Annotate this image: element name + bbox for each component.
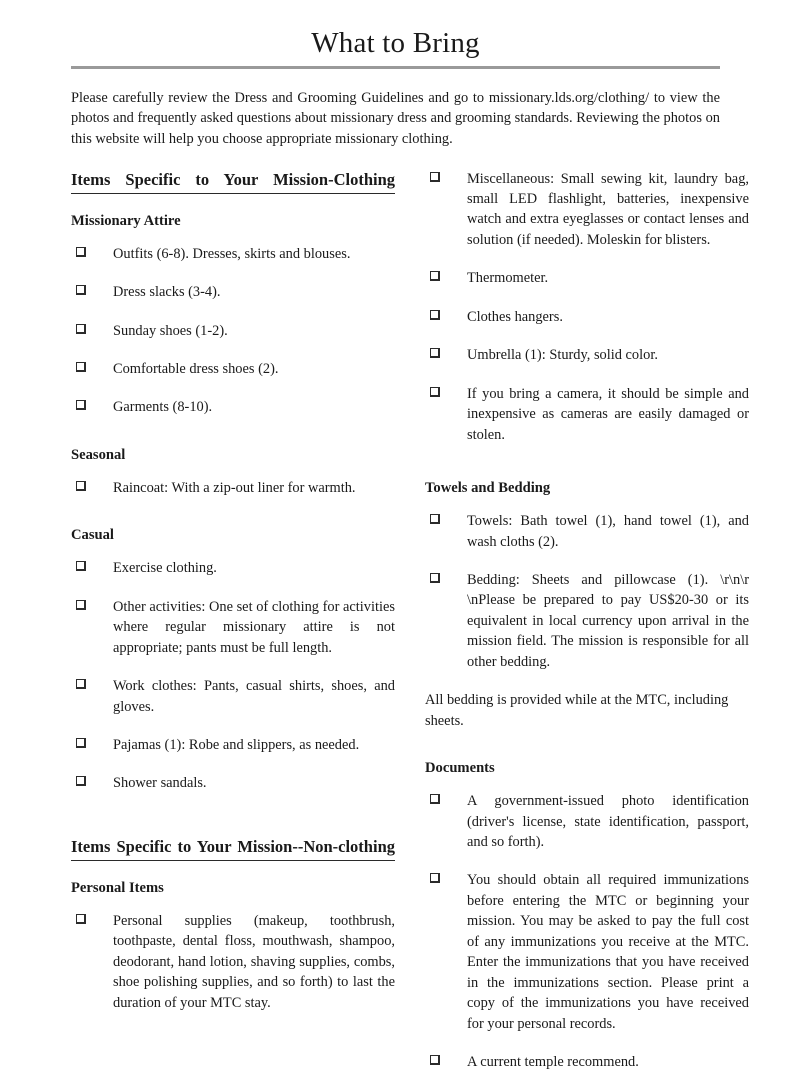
- checkbox-empty-icon[interactable]: [430, 348, 440, 358]
- list-item[interactable]: [425, 791, 749, 852]
- list-item-label: Garments (8-10).: [113, 399, 213, 416]
- list-item[interactable]: [71, 478, 395, 498]
- checkbox-empty-icon[interactable]: [76, 285, 86, 295]
- list-item-label: If you bring a camera, it should be simple and inexpensive as cameras are easily damaged or stolen.: [467, 385, 749, 443]
- list-item-label: Dress slacks (3-4).: [113, 284, 221, 301]
- list-item-label: Personal supplies (makeup, toothbrush, toothpaste, dental floss, mouthwash, shampoo, deodorant, hand lotion, shaving supplies, combs, shoe polishing supplies, and so forth) to last the duration of your MTC stay.: [113, 913, 395, 1011]
- list-item-label: Other activities: One set of clothing for activities where regular missionary attire is not appropriate; pants must be full length.: [113, 598, 395, 656]
- right-column: [425, 169, 749, 1073]
- section-heading-mission-nonclothing: Items Specific to Your Mission--Non-clothing: [71, 836, 395, 861]
- list-item-label: You should obtain all required immunizations before entering the MTC or beginning your mission. You may be asked to pay the full cost of any immunizations you receive at the MTC. Enter the immunizations that you have received in the immunizations section. Please print a copy of the immunizations you have received for your personal records.: [467, 872, 749, 1032]
- checkbox-empty-icon[interactable]: [76, 400, 86, 410]
- list-item[interactable]: [425, 870, 749, 1034]
- list-item-label: Umbrella (1): Sturdy, solid color.: [467, 347, 658, 364]
- checkbox-empty-icon[interactable]: [76, 247, 86, 257]
- list-item[interactable]: [71, 321, 395, 341]
- list-item-label: Pajamas (1): Robe and slippers, as needed.: [113, 737, 360, 754]
- page-title: What to Bring: [311, 27, 480, 59]
- checkbox-empty-icon[interactable]: [76, 600, 86, 610]
- list-item-label: Clothes hangers.: [467, 308, 563, 325]
- list-item[interactable]: [71, 359, 395, 379]
- list-item[interactable]: [71, 397, 395, 417]
- list-item[interactable]: [71, 282, 395, 302]
- checkbox-empty-icon[interactable]: [430, 310, 440, 320]
- list-item[interactable]: [71, 773, 395, 793]
- subheading-documents: Documents: [425, 760, 495, 777]
- two-column-body: [71, 169, 749, 1073]
- list-item[interactable]: [425, 570, 749, 672]
- list-item-label: Bedding: Sheets and pillowcase (1). \r\n\r \nPlease be prepared to pay US$20-30 or its equivalent in local currency upon arrival in the mission field. The mission is responsible for all other bedding.: [467, 571, 749, 670]
- list-item-label: Exercise clothing.: [113, 560, 217, 577]
- checkbox-empty-icon[interactable]: [76, 324, 86, 334]
- list-item-label: Work clothes: Pants, casual shirts, shoes, and gloves.: [113, 678, 395, 715]
- list-item[interactable]: [71, 558, 395, 578]
- list-item-label: Thermometer.: [467, 270, 549, 287]
- checkbox-empty-icon[interactable]: [76, 776, 86, 786]
- checkbox-empty-icon[interactable]: [76, 481, 86, 491]
- checkbox-empty-icon[interactable]: [76, 738, 86, 748]
- title-divider: [71, 66, 720, 69]
- checkbox-empty-icon[interactable]: [76, 914, 86, 924]
- list-item[interactable]: [425, 384, 749, 445]
- checkbox-empty-icon[interactable]: [76, 679, 86, 689]
- list-item[interactable]: [71, 735, 395, 755]
- intro-paragraph: Please carefully review the Dress and Grooming Guidelines and go to missionary.lds.org/clothing/ to view the photos and frequently asked questions about missionary dress and grooming standards. Reviewing the photos on this website will help you choose appropriate missionary clothing.: [71, 89, 720, 147]
- list-item[interactable]: [425, 268, 749, 288]
- list-item-label: Sunday shoes (1-2).: [113, 322, 228, 339]
- checkbox-empty-icon[interactable]: [430, 573, 440, 583]
- checkbox-empty-icon[interactable]: [430, 794, 440, 804]
- checkbox-empty-icon[interactable]: [430, 1055, 440, 1065]
- subheading-personal-items: Personal Items: [71, 880, 164, 897]
- list-item[interactable]: [425, 169, 749, 251]
- subheading-missionary-attire: Missionary Attire: [71, 212, 181, 229]
- list-item-label: A current temple recommend.: [467, 1054, 639, 1071]
- list-item-label: Shower sandals.: [113, 775, 207, 792]
- left-column: [71, 169, 395, 1014]
- bedding-note: All bedding is provided while at the MTC, including sheets.: [425, 692, 729, 729]
- list-item[interactable]: [425, 345, 749, 365]
- checkbox-empty-icon[interactable]: [430, 271, 440, 281]
- list-item[interactable]: [71, 676, 395, 717]
- list-item[interactable]: [71, 911, 395, 1013]
- subheading-towels-and-bedding: Towels and Bedding: [425, 480, 551, 497]
- list-item-label: Comfortable dress shoes (2).: [113, 361, 279, 378]
- checkbox-empty-icon[interactable]: [76, 362, 86, 372]
- subheading-casual: Casual: [71, 527, 114, 544]
- checkbox-empty-icon[interactable]: [430, 873, 440, 883]
- checkbox-empty-icon[interactable]: [76, 561, 86, 571]
- checkbox-empty-icon[interactable]: [430, 172, 440, 182]
- subheading-seasonal: Seasonal: [71, 446, 126, 463]
- section-heading-mission-clothing: Items Specific to Your Mission-Clothing: [71, 169, 395, 194]
- list-item[interactable]: [71, 597, 395, 658]
- list-item[interactable]: [71, 244, 395, 264]
- list-item-label: A government-issued photo identification (driver's license, state identification, passport, and so forth).: [467, 793, 749, 851]
- list-item[interactable]: [425, 307, 749, 327]
- list-item[interactable]: [425, 1052, 749, 1072]
- checkbox-empty-icon[interactable]: [430, 387, 440, 397]
- list-item-label: Towels: Bath towel (1), hand towel (1), and wash cloths (2).: [467, 513, 749, 550]
- checkbox-empty-icon[interactable]: [430, 514, 440, 524]
- list-item-label: Outfits (6-8). Dresses, skirts and blouses.: [113, 245, 351, 262]
- list-item[interactable]: [425, 511, 749, 552]
- list-item-label: Miscellaneous: Small sewing kit, laundry bag, small LED flashlight, batteries, inexpensive watch and extra eyeglasses or contact lenses and solution (if needed). Moleskin for blisters.: [467, 170, 749, 248]
- list-item-label: Raincoat: With a zip-out liner for warmth.: [113, 479, 356, 496]
